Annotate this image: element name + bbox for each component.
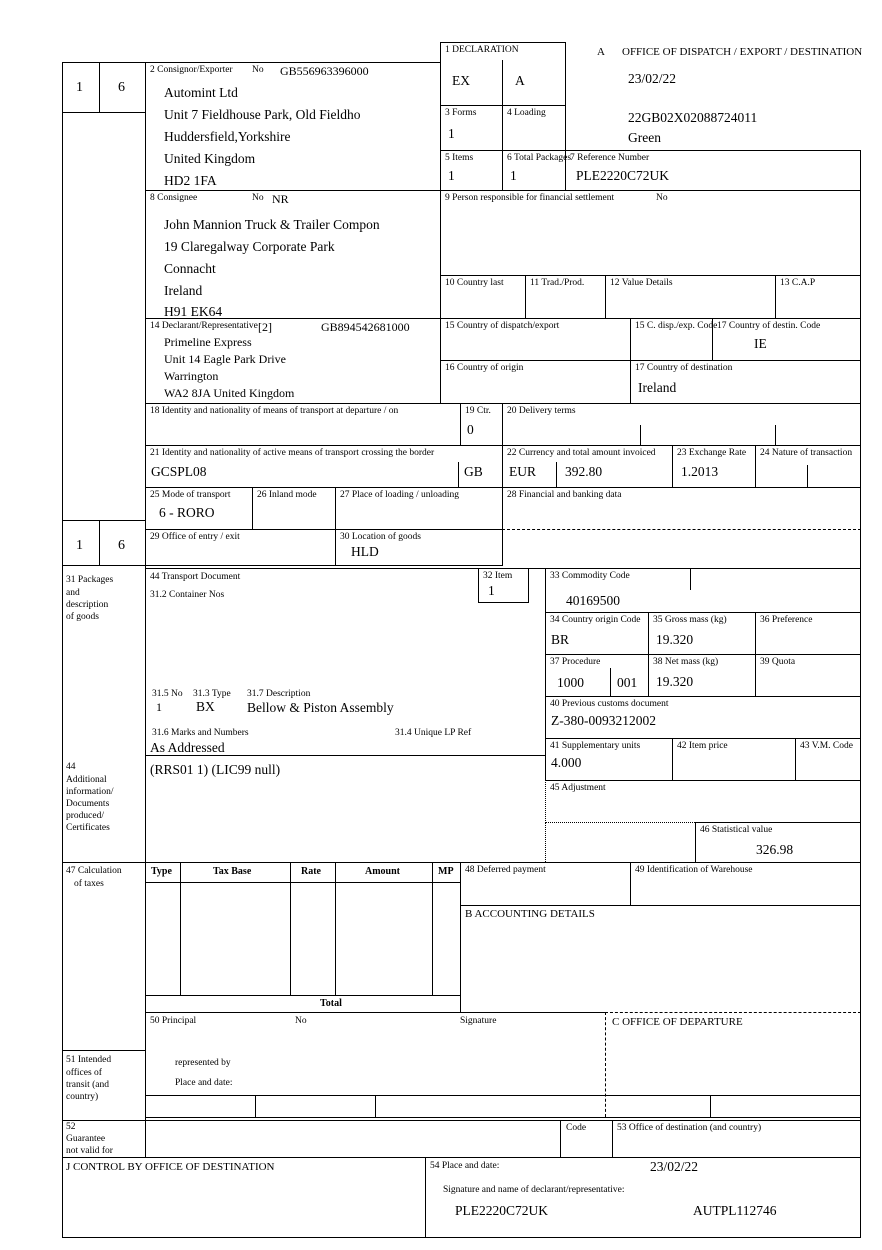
grid-line — [375, 1095, 376, 1118]
box-22-currency-amount — [502, 445, 673, 488]
declarant-code: [2] — [258, 320, 272, 334]
dispatch-date: 23/02/22 — [628, 71, 677, 86]
box-23-label: 23 Exchange Rate — [677, 448, 747, 458]
box-2-consignor-exporter — [145, 62, 441, 191]
box-54-auth: AUTPL112746 — [693, 1203, 777, 1218]
box-45-label: 45 Adjustment — [550, 783, 606, 793]
currency-value: EUR — [509, 464, 536, 479]
box-10-country-last — [440, 275, 526, 319]
box-31-margin-label: and — [66, 588, 80, 598]
box-51-margin-label: country) — [66, 1092, 99, 1102]
routing-indicator: Green — [628, 130, 661, 145]
box-44-margin-label: information/ — [66, 787, 114, 797]
grid-line — [62, 565, 503, 566]
grid-line — [807, 465, 808, 488]
grid-line — [145, 1012, 606, 1013]
box-4-label: 4 Loading — [507, 108, 546, 118]
box-24-label: 24 Nature of transaction — [760, 448, 853, 458]
box-34-label: 34 Country origin Code — [550, 615, 641, 625]
location-goods-value: HLD — [351, 544, 379, 559]
box-25-mode-transport — [145, 487, 253, 530]
grid-line — [556, 462, 557, 488]
copy-number-1b: 1 — [76, 538, 83, 553]
box-4-loading — [502, 105, 566, 151]
grid-line — [545, 822, 546, 862]
grid-line — [605, 1012, 861, 1013]
area-c-title: C OFFICE OF DEPARTURE — [612, 1016, 743, 1028]
consignee-line: H91 EK64 — [164, 304, 223, 319]
tax-col-base: Tax Base — [213, 866, 252, 877]
box-6-total-packages — [502, 150, 572, 191]
box-54-signature-label: Signature and name of declarant/representative: — [443, 1185, 625, 1195]
box-21-label: 21 Identity and nationality of active means of transport crossing the border — [150, 448, 435, 458]
total-packages-value: 1 — [510, 168, 517, 183]
grid-line — [710, 1095, 711, 1118]
box-54-reference: PLE2220C72UK — [455, 1203, 549, 1218]
box-26-inland-mode — [252, 487, 336, 530]
box-14-label: 14 Declarant/Representative — [150, 321, 258, 331]
box-15-label: 15 Country of dispatch/export — [445, 321, 560, 331]
consignor-line: Automint Ltd — [164, 85, 238, 100]
grid-line — [62, 1050, 146, 1051]
box-51-margin-label: offices of — [66, 1068, 102, 1078]
box-18-transport-departure — [145, 403, 461, 446]
box-11-trad-prod — [525, 275, 606, 319]
grid-line — [62, 1237, 861, 1238]
grid-line — [690, 568, 691, 590]
exchange-rate-value: 1.2013 — [681, 464, 719, 479]
box-52-margin-label: not valid for — [66, 1146, 113, 1156]
box-29-label: 29 Office of entry / exit — [150, 532, 240, 542]
box-13-label: 13 C.A.P — [780, 278, 816, 288]
box-20-delivery-terms — [502, 403, 861, 446]
box-51-margin-label: 51 Intended — [66, 1055, 112, 1065]
amount-value: 392.80 — [565, 464, 603, 479]
box-45-adjustment — [545, 780, 861, 823]
active-transport-id: GCSPL08 — [151, 464, 207, 479]
commodity-code-value: 40169500 — [566, 593, 620, 608]
tax-total-label: Total — [320, 998, 342, 1009]
grid-line — [502, 60, 503, 106]
statistical-value: 326.98 — [756, 842, 794, 857]
box-54-date: 23/02/22 — [650, 1159, 699, 1174]
items-value: 1 — [448, 168, 455, 183]
box-15-country-dispatch — [440, 318, 631, 361]
box-39-quota — [755, 654, 861, 697]
box-48-deferred-payment — [460, 862, 631, 906]
item-no-value: 1 — [156, 700, 162, 714]
box-23-exchange-rate — [672, 445, 756, 488]
item-marks-label: 31.6 Marks and Numbers — [152, 728, 249, 738]
active-transport-nationality: GB — [464, 464, 483, 479]
box-52-margin-label: 52 — [66, 1122, 76, 1132]
box-38-net-mass — [648, 654, 756, 697]
box-52-margin-label: Guarantee — [66, 1134, 106, 1144]
box-27-place-loading — [335, 487, 503, 530]
consignor-line: United Kingdom — [164, 151, 256, 166]
net-mass-value: 19.320 — [656, 674, 694, 689]
box-20-label: 20 Delivery terms — [507, 406, 576, 416]
item-description-label: 31.7 Description — [247, 689, 311, 699]
box-37-procedure — [545, 654, 649, 697]
box-53-label: 53 Office of destination (and country) — [617, 1123, 762, 1133]
box-50-signature-label: Signature — [460, 1016, 497, 1026]
grid-line — [62, 1157, 861, 1158]
grid-line — [560, 1120, 561, 1158]
item-type-label: 31.3 Type — [193, 689, 231, 699]
box-35-label: 35 Gross mass (kg) — [653, 615, 727, 625]
grid-line — [145, 755, 546, 756]
box-5-label: 5 Items — [445, 153, 474, 163]
box-8-consignee — [145, 190, 441, 319]
grid-line — [640, 425, 641, 446]
box-44-margin-label: 44 — [66, 762, 76, 772]
area-j-title: J CONTROL BY OFFICE OF DESTINATION — [66, 1161, 275, 1173]
box-38-label: 38 Net mass (kg) — [653, 657, 719, 667]
grid-line — [775, 425, 776, 446]
declaration-subtype: A — [515, 73, 525, 88]
box-3-forms — [440, 105, 503, 151]
box-37-label: 37 Procedure — [550, 657, 601, 667]
box-31-margin-label: of goods — [66, 612, 99, 622]
box-11-label: 11 Trad./Prod. — [530, 278, 585, 288]
box-16-label: 16 Country of origin — [445, 363, 524, 373]
grid-line — [62, 112, 146, 113]
country-origin-code-value: BR — [551, 632, 570, 647]
procedure-value-2: 001 — [617, 675, 638, 690]
box-17-label: 17 Country of destination — [635, 363, 733, 373]
copy-number-1: 1 — [76, 80, 83, 95]
grid-line — [62, 62, 146, 63]
item-marks-value: As Addressed — [150, 740, 225, 755]
box-31-margin-label: 31 Packages — [66, 575, 114, 585]
declarant-line: Warrington — [164, 369, 219, 383]
supplementary-units-value: 4.000 — [551, 755, 582, 770]
consignee-line: 19 Claregalway Corporate Park — [164, 239, 335, 254]
copy-number-6: 6 — [118, 80, 125, 95]
box-27-label: 27 Place of loading / unloading — [340, 490, 459, 500]
box-15a-label: 15 C. disp./exp. Code — [635, 321, 718, 331]
box-44-margin-label: Additional — [66, 775, 107, 785]
grid-line — [145, 882, 461, 883]
box-31-2-label: 31.2 Container Nos — [150, 590, 225, 600]
box-12-value-details — [605, 275, 776, 319]
grid-line — [145, 1095, 861, 1096]
box-39-label: 39 Quota — [760, 657, 796, 667]
box-14-declarant — [145, 318, 441, 404]
mode-transport-value: 6 - RORO — [159, 505, 215, 520]
box-42-label: 42 Item price — [677, 741, 728, 751]
box-36-label: 36 Preference — [760, 615, 813, 625]
declarant-line: Unit 14 Eagle Park Drive — [164, 352, 286, 366]
box-15a-dispatch-code — [630, 318, 718, 361]
box-44-margin-label: Certificates — [66, 823, 110, 833]
grid-line — [458, 462, 459, 488]
box-8-label: 8 Consignee — [150, 193, 198, 203]
box-46-statistical-value — [695, 822, 861, 863]
consignor-line: HD2 1FA — [164, 173, 217, 188]
box-34-country-origin-code — [545, 612, 649, 655]
box-44-margin-label: produced/ — [66, 811, 104, 821]
previous-document-value: Z-380-0093212002 — [551, 713, 656, 728]
box-33-commodity-code — [545, 568, 861, 613]
declarant-eori: GB894542681000 — [321, 320, 410, 334]
box-54-label: 54 Place and date: — [430, 1161, 500, 1171]
box-17a-destination-code — [712, 318, 861, 361]
represented-by-label: represented by — [175, 1058, 231, 1068]
box-47-margin-label: 47 Calculation — [66, 866, 122, 876]
box-28-financial-banking — [502, 487, 861, 530]
box-47-margin-label: of taxes — [74, 879, 104, 889]
box-2-no-label: No — [252, 65, 264, 75]
grid-line — [62, 62, 63, 1238]
item-lp-ref-label: 31.4 Unique LP Ref — [395, 728, 472, 738]
destination-code-value: IE — [754, 336, 767, 351]
box-50-label: 50 Principal — [150, 1016, 197, 1026]
box-33-label: 33 Commodity Code — [550, 571, 630, 581]
box-2-label: 2 Consignor/Exporter — [150, 65, 233, 75]
box-41-supplementary-units — [545, 738, 673, 781]
place-date-label: Place and date: — [175, 1078, 233, 1088]
grid-line — [612, 1120, 613, 1158]
box-29-office-entry — [145, 529, 336, 566]
area-b-title: B ACCOUNTING DETAILS — [465, 908, 595, 920]
box-1-label: 1 DECLARATION — [445, 45, 519, 55]
box-43-vm-code — [795, 738, 861, 781]
reference-number-value: PLE2220C72UK — [576, 168, 670, 183]
box-26-label: 26 Inland mode — [257, 490, 317, 500]
box-9-no-label: No — [656, 193, 668, 203]
box-22-label: 22 Currency and total amount invoiced — [507, 448, 656, 458]
box-19-ctr — [460, 403, 503, 446]
additional-info-value: (RRS01 1) (LIC99 null) — [150, 762, 281, 777]
grid-line — [255, 1095, 256, 1118]
box-12-label: 12 Value Details — [610, 278, 673, 288]
consignee-line: Connacht — [164, 261, 216, 276]
consignor-line: Unit 7 Fieldhouse Park, Old Fieldho — [164, 107, 361, 122]
grid-line — [605, 1012, 606, 1117]
tax-col-type: Type — [151, 866, 172, 877]
box-9-label: 9 Person responsible for financial settlement — [445, 193, 615, 203]
box-13-cap — [775, 275, 861, 319]
grid-line — [145, 995, 461, 996]
box-21-active-transport — [145, 445, 503, 488]
grid-line — [425, 1157, 426, 1238]
box-3-label: 3 Forms — [445, 108, 477, 118]
box-17-country-destination — [630, 360, 861, 404]
box-7-reference-number — [565, 150, 861, 191]
box-36-preference — [755, 612, 861, 655]
consignee-line: Ireland — [164, 283, 203, 298]
forms-value: 1 — [448, 126, 455, 141]
box-46-label: 46 Statistical value — [700, 825, 773, 835]
box-8-no-label: No — [252, 193, 264, 203]
box-30-location-goods — [335, 529, 503, 566]
item-type-value: BX — [196, 699, 215, 714]
box-30-label: 30 Location of goods — [340, 532, 422, 542]
box-31-margin-label: description — [66, 600, 109, 610]
box-32-label: 32 Item — [483, 571, 513, 581]
box-17a-label: 17 Country of destin. Code — [717, 321, 821, 331]
box-7-label: 7 Reference Number — [570, 153, 650, 163]
box-28-label: 28 Financial and banking data — [507, 490, 622, 500]
box-24-nature-transaction — [755, 445, 861, 488]
consignor-eori: GB556963396000 — [280, 64, 369, 78]
box-49-warehouse — [630, 862, 861, 906]
grid-line — [99, 62, 100, 113]
grid-line — [610, 668, 611, 697]
country-destination-value: Ireland — [638, 380, 677, 395]
item-number-value: 1 — [488, 583, 495, 598]
box-25-label: 25 Mode of transport — [150, 490, 231, 500]
copy-number-6b: 6 — [118, 538, 125, 553]
grid-line — [62, 520, 146, 521]
declaration-type: EX — [452, 73, 470, 88]
procedure-value-1: 1000 — [557, 675, 584, 690]
box-51-margin-label: transit (and — [66, 1080, 110, 1090]
grid-line — [99, 520, 100, 566]
box-43-label: 43 V.M. Code — [800, 741, 853, 751]
box-49-label: 49 Identification of Warehouse — [635, 865, 753, 875]
grid-line — [62, 1120, 861, 1121]
grid-line — [545, 822, 695, 823]
grid-line — [145, 1117, 861, 1118]
box-18-label: 18 Identity and nationality of means of transport at departure / on — [150, 406, 399, 416]
declarant-line: Primeline Express — [164, 335, 252, 349]
box-6-label: 6 Total Packages — [507, 153, 572, 163]
box-42-item-price — [672, 738, 796, 781]
declarant-line: WA2 8JA United Kingdom — [164, 386, 295, 400]
gross-mass-value: 19.320 — [656, 632, 694, 647]
consignee-line: John Mannion Truck & Trailer Compon — [164, 217, 380, 232]
box-44-margin-label: Documents — [66, 799, 110, 809]
box-16-country-origin — [440, 360, 631, 404]
box-5-items — [440, 150, 503, 191]
box-19-label: 19 Ctr. — [465, 406, 491, 416]
box-40-previous-document — [545, 696, 861, 739]
item-description-value: Bellow & Piston Assembly — [247, 700, 394, 715]
area-a-letter: A — [597, 46, 605, 58]
box-50-no-label: No — [295, 1016, 307, 1026]
tax-col-rate: Rate — [301, 866, 321, 877]
movement-reference-number: 22GB02X02088724011 — [628, 110, 758, 125]
box-10-label: 10 Country last — [445, 278, 504, 288]
box-9-financial-settlement — [440, 190, 861, 276]
consignee-id: NR — [272, 192, 289, 206]
consignor-line: Huddersfield,Yorkshire — [164, 129, 291, 144]
area-a-title: OFFICE OF DISPATCH / EXPORT / DESTINATION — [622, 46, 863, 58]
box-40-label: 40 Previous customs document — [550, 699, 669, 709]
tax-col-amount: Amount — [365, 866, 401, 877]
box-44t-label: 44 Transport Document — [150, 572, 241, 582]
box-48-label: 48 Deferred payment — [465, 865, 546, 875]
tax-col-mp: MP — [438, 866, 454, 877]
ctr-value: 0 — [467, 422, 474, 437]
box-1-declaration — [440, 42, 566, 106]
box-35-gross-mass — [648, 612, 756, 655]
box-32-item — [478, 568, 529, 603]
item-no-label: 31.5 No — [152, 689, 183, 699]
box-41-label: 41 Supplementary units — [550, 741, 641, 751]
box-52-code-label: Code — [566, 1123, 587, 1133]
